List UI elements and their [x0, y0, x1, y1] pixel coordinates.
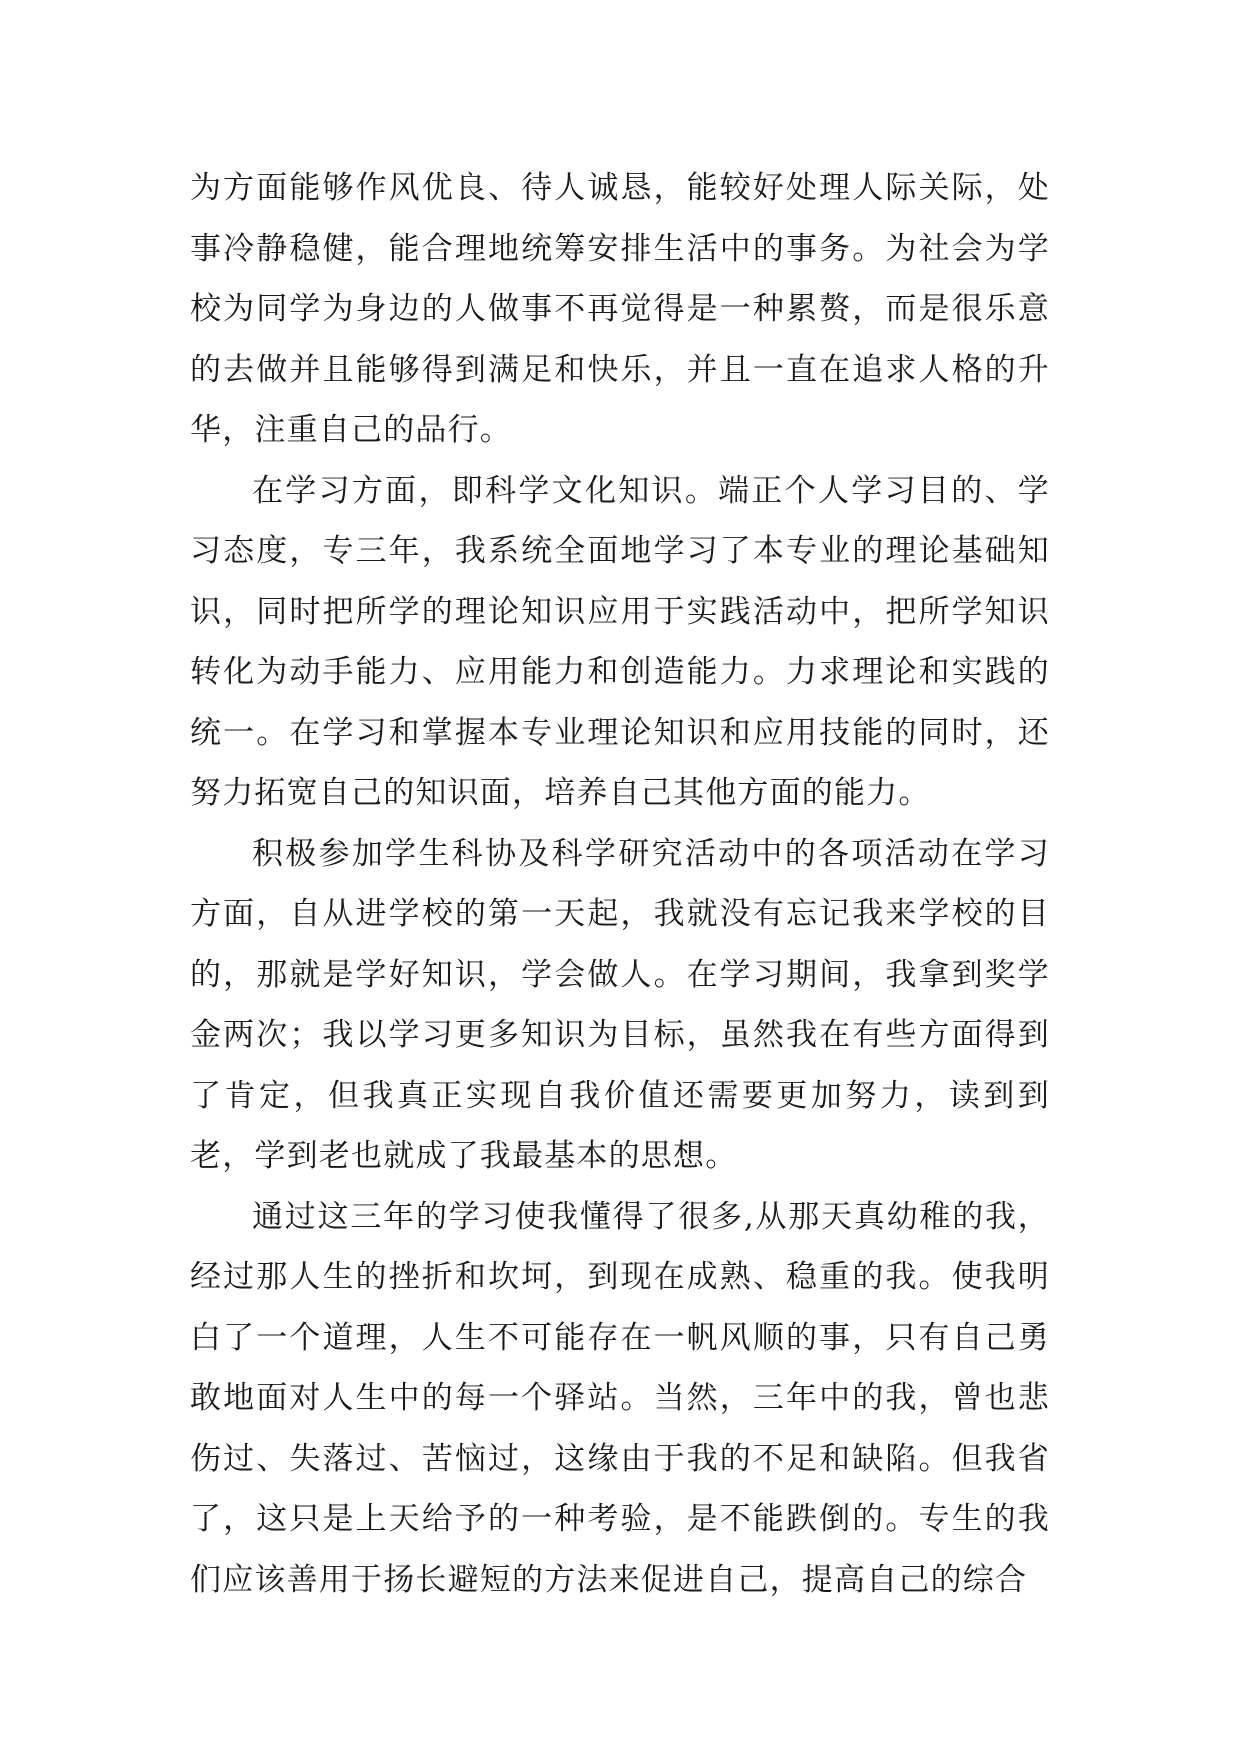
paragraph-activities: 积极参加学生科协及科学研究活动中的各项活动在学习方面，自从进学校的第一天起，我就没有忘记我来学校的目的，那就是学好知识，学会做人。在学习期间，我拿到奖学金两次；我以学习更多知识为目标，虽然我在有些方面得到了肯定，但我真正实现自我价值还需要更加努力，读到到老，学到老也就成了我最基本的思想。 [190, 835, 1050, 1174]
document-body [190, 158, 1050, 1610]
paragraph-growth: 通过这三年的学习使我懂得了很多,从那天真幼稚的我，经过那人生的挫折和坎坷，到现在成熟、稳重的我。使我明白了一个道理，人生不可能存在一帆风顺的事，只有自己勇敢地面对人生中的每一个驿站。当然，三年中的我，曾也悲伤过、失落过、苦恼过，这缘由于我的不足和缺陷。但我省了，这只是上天给予的一种考验，是不能跌倒的。专生的我们应该善用于扬长避短的方法来促进自己，提高自己的综合 [190, 1198, 1050, 1598]
paragraph-study: 在学习方面，即科学文化知识。端正个人学习目的、学习态度，专三年，我系统全面地学习了本专业的理论基础知识，同时把所学的理论知识应用于实践活动中，把所学知识转化为动手能力、应用能力和创造能力。力求理论和实践的统一。在学习和掌握本专业理论知识和应用技能的同时，还努力拓宽自己的知识面，培养自己其他方面的能力。 [190, 472, 1050, 811]
paragraph-conduct: 为方面能够作风优良、待人诚恳，能较好处理人际关际，处事冷静稳健，能合理地统筹安排生活中的事务。为社会为学校为同学为身边的人做事不再觉得是一种累赘，而是很乐意的去做并且能够得到满足和快乐，并且一直在追求人格的升华，注重自己的品行。 [190, 170, 1050, 448]
